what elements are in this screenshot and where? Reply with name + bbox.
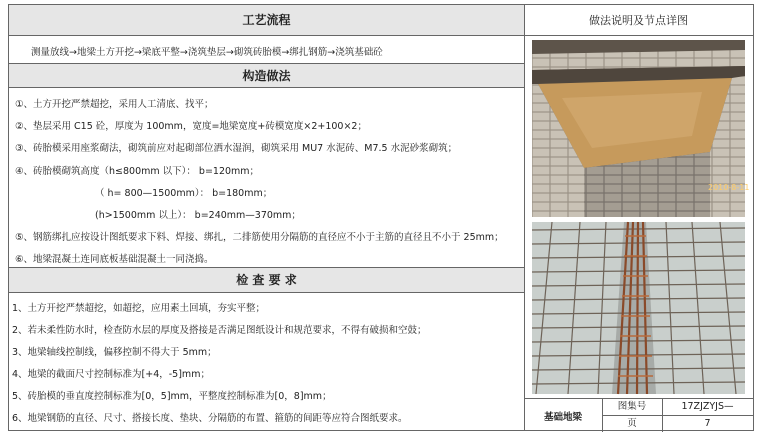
page-value: 7 bbox=[704, 418, 711, 429]
construction-item-1: ①、土方开挖严禁超挖，采用人工清底、找平； bbox=[15, 99, 214, 110]
page-row bbox=[602, 416, 753, 433]
construction-item-4b: （ h= 800—1500mm）： b=180mm； bbox=[95, 188, 273, 199]
construction-item-3: ③、砖胎模采用座浆砌法，砌筑前应对起砌部位洒水湿润，砌筑采用 MU7 水泥砖、M7.5 水泥砂浆砌筑； bbox=[15, 143, 458, 154]
construction-item-6: ⑥、地梁混凝土连同底板基础混凝土一同浇捣。 bbox=[15, 254, 214, 265]
left-panel bbox=[9, 5, 525, 430]
inspection-header: 检 查 要 求 bbox=[9, 268, 524, 293]
inspection-item-2: 2、若未柔性防水时，检查防水层的厚度及搭接是否满足图纸设计和规范要求，不得有破损和空鼓； bbox=[12, 325, 427, 336]
construction-sheet bbox=[8, 4, 754, 431]
construction-item-4: ④、砖胎模砌筑高度（h≤800mm 以下）： b=120mm； bbox=[15, 166, 260, 177]
inspection-item-4: 4、地梁的截面尺寸控制标准为[+4，-5]mm； bbox=[12, 369, 210, 380]
atlas-row bbox=[602, 399, 753, 416]
construction-item-4c: (h>1500mm 以上）： b=240mm—370mm； bbox=[95, 210, 301, 221]
title-block bbox=[524, 398, 753, 432]
brick-formwork-photo bbox=[532, 40, 750, 217]
construction-body bbox=[9, 88, 524, 268]
brick-formwork-image bbox=[532, 40, 750, 217]
right-panel bbox=[524, 5, 753, 430]
inspection-item-3: 3、地梁轴线控制线，偏移控制不得大于 5mm； bbox=[12, 347, 217, 358]
title-block-name: 基础地梁 bbox=[524, 399, 603, 432]
inspection-body bbox=[9, 293, 524, 432]
process-header: 工艺流程 bbox=[9, 5, 524, 36]
rebar-image bbox=[532, 222, 745, 394]
process-flow: 测量放线→地梁土方开挖→梁底平整→浇筑垫层→砌筑砖胎模→绑扎钢筋→浇筑基础砼 bbox=[31, 47, 383, 58]
photo-date-stamp: 2010-8-11 bbox=[708, 183, 750, 192]
atlas-label: 图集号 bbox=[602, 399, 663, 415]
inspection-item-6: 6、地梁钢筋的直径、尺寸、搭接长度、垫块、分隔筋的布置、箍筋的间距等应符合图纸要求。 bbox=[12, 413, 408, 424]
process-flow-row bbox=[9, 36, 524, 64]
page-label: 页 bbox=[602, 416, 663, 432]
inspection-item-1: 1、土方开挖严禁超挖，如超挖，应用素土回填，夯实平整； bbox=[12, 303, 266, 314]
atlas-value: 17ZJZYJS— bbox=[681, 401, 734, 412]
inspection-item-5: 5、砖胎模的垂直度控制标准为[0，5]mm，平整度控制标准为[0，8]mm； bbox=[12, 391, 332, 402]
detail-header: 做法说明及节点详图 bbox=[524, 5, 753, 36]
construction-item-5: ⑤、钢筋绑扎应按设计图纸要求下料、焊接、绑扎，二排筋使用分隔筋的直径应不小于主筋的直径且不小于 25mm； bbox=[15, 232, 504, 243]
rebar-photo bbox=[532, 222, 745, 394]
construction-header: 构造做法 bbox=[9, 64, 524, 88]
construction-item-2: ②、垫层采用 C15 砼，厚度为 100mm，宽度=地梁宽度+砖模宽度×2+100×2； bbox=[15, 121, 367, 132]
